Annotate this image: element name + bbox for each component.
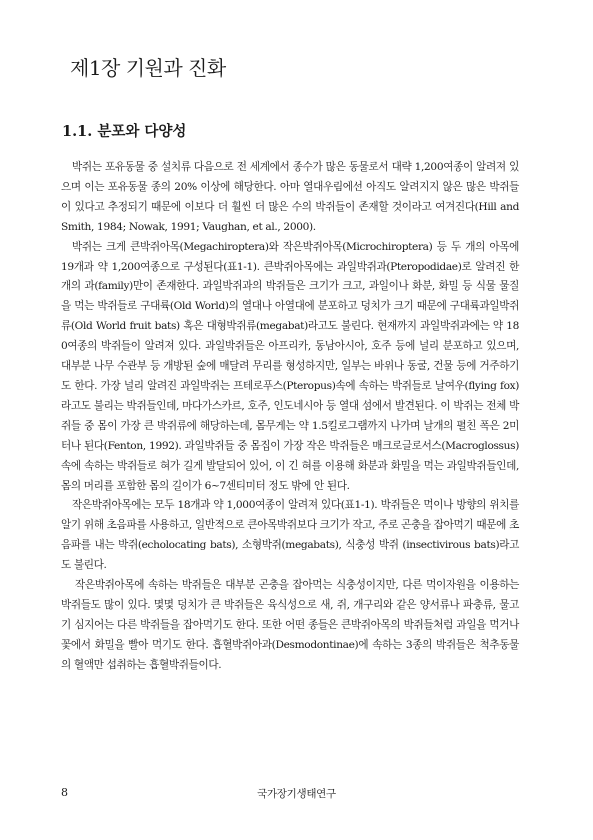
paragraph-3: 작은박쥐아목에는 모두 18개과 약 1,000여종이 알려져 있다(표1-1). 박쥐들은 먹이나 방향의 위치를 알기 위해 초음파를 사용하고, 일반적으로 큰아목박쥐보다 크기가 작고, 주로 곤충을 잡아먹기 때문에 초음파를 내는 박쥐(echolocating bats), 소형박쥐(megabats), 식충성 박쥐 (insectivirous bats)라고도 불린다. xyxy=(61,499,519,572)
paragraph-4: 작은박쥐아목에 속하는 박쥐들은 대부분 곤충을 잡아먹는 식충성이지만, 다른 먹이자원을 이용하는 박쥐들도 많이 있다. 몇몇 덩치가 큰 박쥐들은 육식성으로 새, 쥐, 개구리와 같은 양서류나 파충류, 물고기 심지어는 다른 박쥐들을 잡아먹기도 한다. 또한 어떤 종들은 큰박쥐아목의 박쥐들처럼 과일을 먹거나 꽃에서 화밀을 빨아 먹기도 한다. 흡혈박쥐아과(Desmodontinae)에 속하는 3종의 박쥐들은 척추동물의 혈액만 섭취하는 흡혈박쥐들이다. xyxy=(61,579,519,671)
page-number: 8 xyxy=(61,786,68,799)
chapter-title: 제1장 기원과 진화 xyxy=(70,56,226,80)
footer-book-title: 국가장기생태연구 xyxy=(257,788,336,800)
paragraph-1: 박쥐는 포유동물 중 설치류 다음으로 전 세계에서 종수가 많은 동물로서 대략 1,200여종이 알려져 있으며 이는 포유동물 종의 20% 이상에 해당한다. 아마 열대우림에선 아직도 알려지지 않은 많은 박쥐들이 있다고 추정되기 때문에 이보다 더 훨씬 더 많은 수의 박쥐들이 존재할 것이라고 여겨진다(Hill and Smith, 1984; Nowak, 1991; Vaughan, et al., 2000). xyxy=(61,161,519,233)
body-text xyxy=(61,158,519,676)
section-title: 1.1. 분포와 다양성 xyxy=(62,123,187,140)
paragraph-2: 박쥐는 크게 큰박쥐아목(Megachiroptera)와 작은박쥐아목(Microchiroptera) 등 두 개의 아목에 19개과 약 1,200여종으로 구성된다(표1-1). 큰박쥐아목에는 과일박쥐과(Pteropodidae)로 알려진 한 개의 과(family)만이 존재한다. 과일박쥐과의 박쥐들은 크기가 크고, 과일이나 화분, 화밀 등 식물 물질을 먹는 박쥐들로 구대륙(Old World)의 열대나 아열대에 분포하고 덩치가 크기 때문에 구대륙과일박쥐류(Old World fruit bats) 혹은 대형박쥐류(megabat)라고도 불린다. 현재까지 과일박쥐과에는 약 180여종의 박쥐들이 알려져 있다. 과일박쥐들은 아프리카, 동남아시아, 호주 등에 널리 분포하고 있으며, 대부분 나무 수관부 등 개방된 숲에 매달려 무리를 형성하지만, 일부는 바위나 동굴, 건물 등에 거주하기도 한다. 가장 널리 알려진 과일박쥐는 프테로푸스(Pteropus)속에 속하는 박쥐들로 날여우(flying fox)라고도 불리는 박쥐들인데, 마다가스카르, 호주, 인도네시아 등 열대 섬에서 발견된다. 이 박쥐는 전체 박쥐들 중 몸이 가장 큰 박쥐류에 해당하는데, 몸무게는 약 1.5킬로그램까지 나가며 날개의 펼친 폭은 2미터나 된다(Fenton, 1992). 과일박쥐들 중 몸집이 가장 작은 박쥐들은 매크로글로서스(Macroglossus)속에 속하는 박쥐들로 혀가 길게 발달되어 있어, 이 긴 혀를 이용해 화분과 화밀을 먹는 과일박쥐들인데, 몸의 머리를 포함한 몸의 길이가 6~7센티미터 정도 밖에 안 된다. xyxy=(61,240,519,492)
